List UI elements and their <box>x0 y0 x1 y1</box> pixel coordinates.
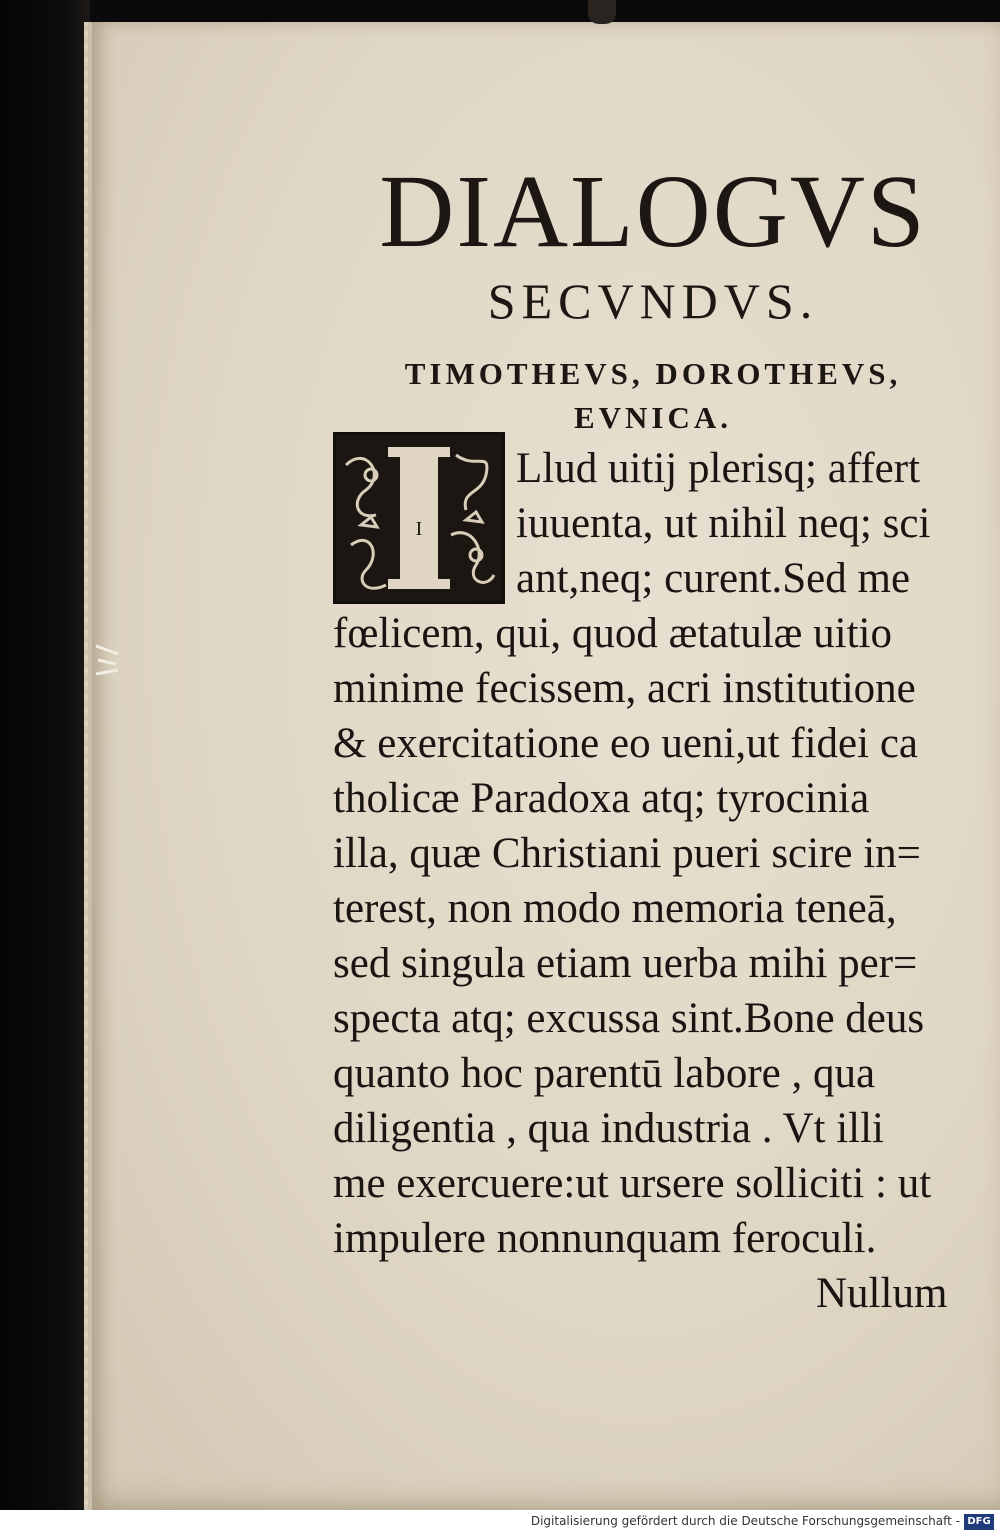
body-line-1: Llud uitij plerisq; affert <box>516 445 921 492</box>
body-line-4: fœlicem, qui, quod ætatulæ uitio <box>333 610 892 657</box>
body-line-10: sed singula etiam uerba mihi per= <box>333 940 918 987</box>
scan-background <box>0 0 90 1510</box>
catchword: Nullum <box>816 1270 948 1317</box>
body-line-3: ant,neq; curent.Sed me <box>516 555 911 602</box>
body-line-9: terest, non modo memoria teneā, <box>333 885 897 932</box>
body-line-11: specta atq; excussa sint.Bone deus <box>333 995 925 1042</box>
dfg-logo: DFG <box>964 1514 994 1530</box>
binding-thread-icon <box>92 640 122 680</box>
decorated-initial <box>333 432 505 604</box>
body-line-5: minime fecissem, acri institutione <box>333 665 916 712</box>
body-line-13: diligentia , qua industria . Vt illi <box>333 1105 884 1152</box>
speakers-line-2: EVNICA. <box>573 400 733 435</box>
body-line-7: tholicæ Paradoxa atq; tyrocinia <box>333 775 870 822</box>
page-subtitle: SECVNDVS. <box>487 273 819 329</box>
body-line-8: illa, quæ Christiani pueri scire in= <box>333 830 921 877</box>
body-line-2: iuuenta, ut nihil neq; sci <box>516 500 931 547</box>
speakers-line-1: TIMOTHEVS, DOROTHEVS, <box>404 356 902 391</box>
body-line-12: quanto hoc parentū labore , qua <box>333 1050 876 1097</box>
body-line-15: impulere nonnunquam feroculi. <box>333 1215 877 1262</box>
ornament-icon <box>336 435 502 601</box>
page-title: DIALOGVS <box>379 154 927 269</box>
footer-credit: Digitalisierung gefördert durch die Deutsche Forschungsgemeinschaft - <box>530 1514 960 1528</box>
ink-blot <box>588 0 616 24</box>
speakers-heading <box>333 352 973 440</box>
body-line-6: & exercitatione eo ueni,ut fidei ca <box>333 720 919 767</box>
body-line-14: me exercuere:ut ursere solliciti : ut <box>333 1160 932 1207</box>
initial-letter: I <box>415 518 423 540</box>
